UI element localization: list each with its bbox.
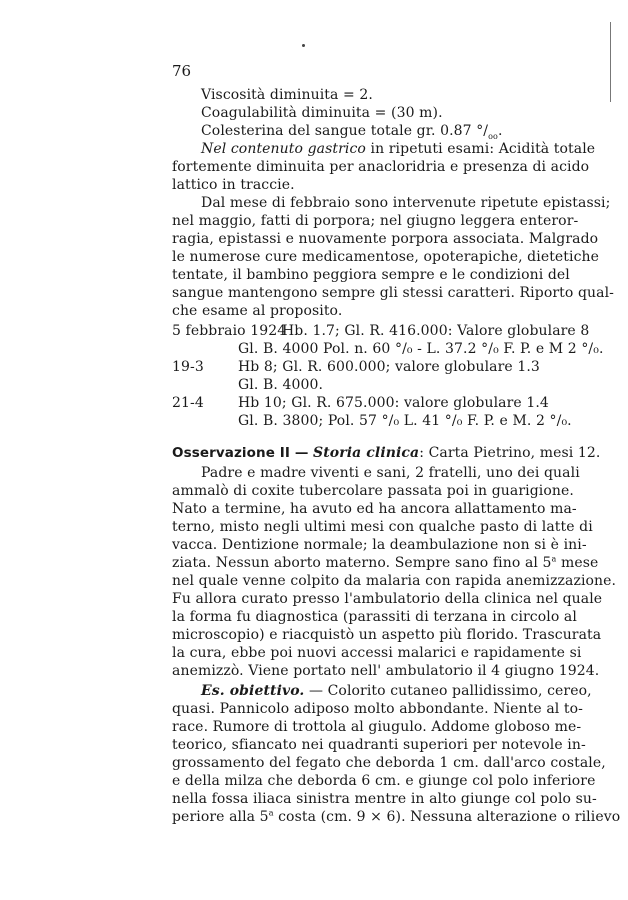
text-line: periore alla 5$^a$ costa (cm. 9 × 6). Nessuna alterazione o rilievo — [172, 808, 621, 825]
exam-line: Hb 10; Gl. R. 675.000: valore globulare 1.4 — [238, 395, 549, 411]
text-line: la forma fu diagnostica (parassiti di terzana in circolo al — [172, 609, 577, 625]
exam-date: 5 febbraio 1924 — [172, 323, 287, 339]
text-line: tentate, il bambino peggiora sempre e le condizioni del — [172, 267, 570, 283]
text-line: quasi. Pannicolo adiposo molto abbondante. Niente al to- — [172, 701, 583, 717]
text-line: Fu allora curato presso l'ambulatorio della clinica nel quale — [172, 591, 603, 607]
text-line: sangue mantengono sempre gli stessi caratteri. Riporto qual- — [172, 285, 614, 301]
text-line: Viscosità diminuita = 2. — [201, 87, 373, 103]
text-line: ammalò di coxite tubercolare passata poi in guarigione. — [172, 483, 574, 499]
exam-line: Gl. B. 4000. — [238, 377, 324, 393]
text-line: nel quale venne colpito da malaria con rapida anemizzazione. — [172, 573, 617, 589]
text-line: e della milza che deborda 6 cm. e giunge col polo inferiore — [172, 773, 596, 789]
text-line: vacca. Dentizione normale; la deambulazione non si è ini- — [172, 537, 587, 553]
exam-line: Hb 8; Gl. R. 600.000; valore globulare 1.3 — [238, 359, 540, 375]
text-line: teorico, sfiancato nei quadranti superiori per notevole in- — [172, 737, 586, 753]
page-edge-line — [610, 22, 611, 102]
text-line: Padre e madre viventi e sani, 2 fratelli, uno dei quali — [201, 465, 580, 481]
exam-line: Gl. B. 4000 Pol. n. 60 °/₀ - L. 37.2 °/₀ F. P. e M 2 °/₀. — [238, 341, 604, 357]
speck — [302, 44, 305, 47]
text-line: Nel contenuto gastrico in ripetuti esami: Acidità totale — [201, 141, 596, 157]
text-line: la cura, ebbe poi nuovi accessi malarici e rapidamente si — [172, 645, 582, 661]
observation-heading: Osservazione II — Storia clinica: Carta Pietrino, mesi 12. — [172, 445, 601, 461]
exam-line: Hb. 1.7; Gl. R. 416.000: Valore globulare 8 — [282, 323, 590, 339]
text-line: terno, misto negli ultimi mesi con qualche pasto di latte di — [172, 519, 593, 535]
exam-date: 21-4 — [172, 395, 204, 411]
text-line: Colesterina del sangue totale gr. 0.87 $^\circ/_{oo}$. — [201, 123, 503, 141]
text-line: grossamento del fegato che deborda 1 cm. dall'arco costale, — [172, 755, 606, 771]
text-line: nel maggio, fatti di porpora; nel giugno leggera enteror- — [172, 213, 579, 229]
text-line: Dal mese di febbraio sono intervenute ripetute epistassi; — [201, 195, 611, 211]
page-number: 76 — [172, 62, 192, 80]
text-line: che esame al proposito. — [172, 303, 343, 319]
text-line: le numerose cure medicamentose, opoterapiche, dietetiche — [172, 249, 600, 265]
text-line: fortemente diminuita per anacloridria e presenza di acido — [172, 159, 590, 175]
exam-line: Gl. B. 3800; Pol. 57 °/₀ L. 41 °/₀ F. P. e M. 2 °/₀. — [238, 413, 572, 429]
text-line: Nato a termine, ha avuto ed ha ancora allattamento ma- — [172, 501, 577, 517]
text-line: ziata. Nessun aborto materno. Sempre sano fino al 5$^a$ mese — [172, 554, 599, 571]
text-line: Coagulabilità diminuita = (30 m). — [201, 105, 443, 121]
text-line: nella fossa iliaca sinistra mentre in alto giunge col polo su- — [172, 791, 597, 807]
text-line: Es. obiettivo. — Colorito cutaneo pallidissimo, cereo, — [201, 683, 592, 699]
text-line: lattico in traccie. — [172, 177, 295, 193]
exam-date: 19-3 — [172, 359, 204, 375]
text-line: ragia, epistassi e nuovamente porpora associata. Malgrado — [172, 231, 599, 247]
text-line: microscopio) e riacquistò un aspetto più florido. Trascurata — [172, 627, 602, 643]
text-line: race. Rumore di trottola al giugulo. Addome globoso me- — [172, 719, 582, 735]
text-line: anemizzò. Viene portato nell' ambulatorio il 4 giugno 1924. — [172, 663, 600, 679]
